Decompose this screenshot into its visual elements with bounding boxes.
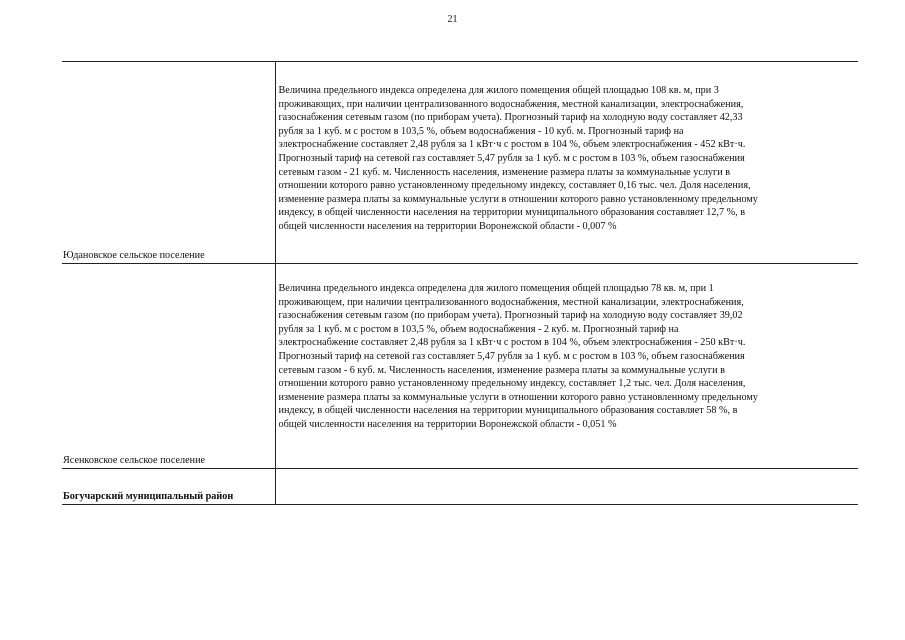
description-line: изменение размера платы за коммунальные услуги в отношении которого равно установленному предельному [278, 193, 758, 205]
description-line: газоснабжения сетевым газом (по приборам учета). Прогнозный тариф на холодную воду составляет 42,33 [278, 112, 743, 124]
description-line: отношении которого равно установленному предельному индексу, составляет 1,2 тыс. чел. Доля населения, [278, 378, 746, 390]
description-line: Прогнозный тариф на сетевой газ составляет 5,47 рубля за 1 куб. м с ростом в 103 %, объем газоснабжения [278, 350, 745, 362]
settlement-name: Ясенковское сельское поселение [62, 264, 275, 469]
description-line: изменение размера платы за коммунальные услуги в отношении которого равно установленному предельному [278, 391, 758, 403]
description-line: общей численности населения на территории Воронежской области - 0,007 % [278, 220, 617, 232]
description-line: электроснабжение составляет 2,48 рубля за 1 кВт·ч с ростом в 104 %, объем электроснабжения - 250 кВт·ч. [278, 337, 746, 349]
district-description [275, 469, 858, 505]
settlement-name: Юдановское сельское поселение [62, 62, 275, 264]
description-line: общей численности населения на территории Воронежской области - 0,051 % [278, 418, 617, 430]
index-description [275, 62, 858, 264]
description-line: сетевым газом - 6 куб. м. Численность населения, изменение размера платы за коммунальные услуги в [278, 364, 725, 376]
description-line: Прогнозный тариф на сетевой газ составляет 5,47 рубля за 1 куб. м с ростом в 103 %, объем газоснабжения [278, 152, 745, 164]
district-name: Богучарский муниципальный район [62, 469, 275, 505]
description-line: сетевым газом - 21 куб. м. Численность населения, изменение размера платы за коммунальные услуги в [278, 166, 731, 178]
description-line: индексу, в общей численности населения на территории муниципального образования составляет 12,7 %, в [278, 207, 746, 219]
description-line: проживающем, при наличии централизованного водоснабжения, местной канализации, электроснабжения, [278, 296, 744, 308]
tariff-index-table [62, 61, 858, 505]
table-row [62, 469, 858, 505]
description-line: газоснабжения сетевым газом (по приборам учета). Прогнозный тариф на холодную воду составляет 39,02 [278, 310, 743, 322]
table-row [62, 62, 858, 264]
table-row [62, 264, 858, 469]
page-number: 21 [447, 14, 458, 25]
description-line: отношении которого равно установленному предельному индексу, составляет 0,16 тыс. чел. Доля населения, [278, 180, 751, 192]
description-line: рубля за 1 куб. м с ростом в 103,5 %, объем водоснабжения - 2 куб. м. Прогнозный тариф на [278, 323, 679, 335]
index-description [275, 264, 858, 469]
description-line: Величина предельного индекса определена для жилого помещения общей площадью 108 кв. м, при 3 [278, 85, 719, 96]
description-line: Величина предельного индекса определена для жилого помещения общей площадью 78 кв. м, при 1 [278, 283, 714, 294]
description-line: рубля за 1 куб. м с ростом в 103,5 %, объем водоснабжения - 10 куб. м. Прогнозный тариф на [278, 125, 684, 137]
description-line: проживающих, при наличии централизованного водоснабжения, местной канализации, электроснабжения, [278, 98, 744, 110]
description-line: электроснабжение составляет 2,48 рубля за 1 кВт·ч с ростом в 104 %, объем электроснабжения - 452 кВт·ч. [278, 139, 746, 151]
description-line: индексу, в общей численности населения на территории муниципального образования составляет 58 %, в [278, 405, 738, 417]
